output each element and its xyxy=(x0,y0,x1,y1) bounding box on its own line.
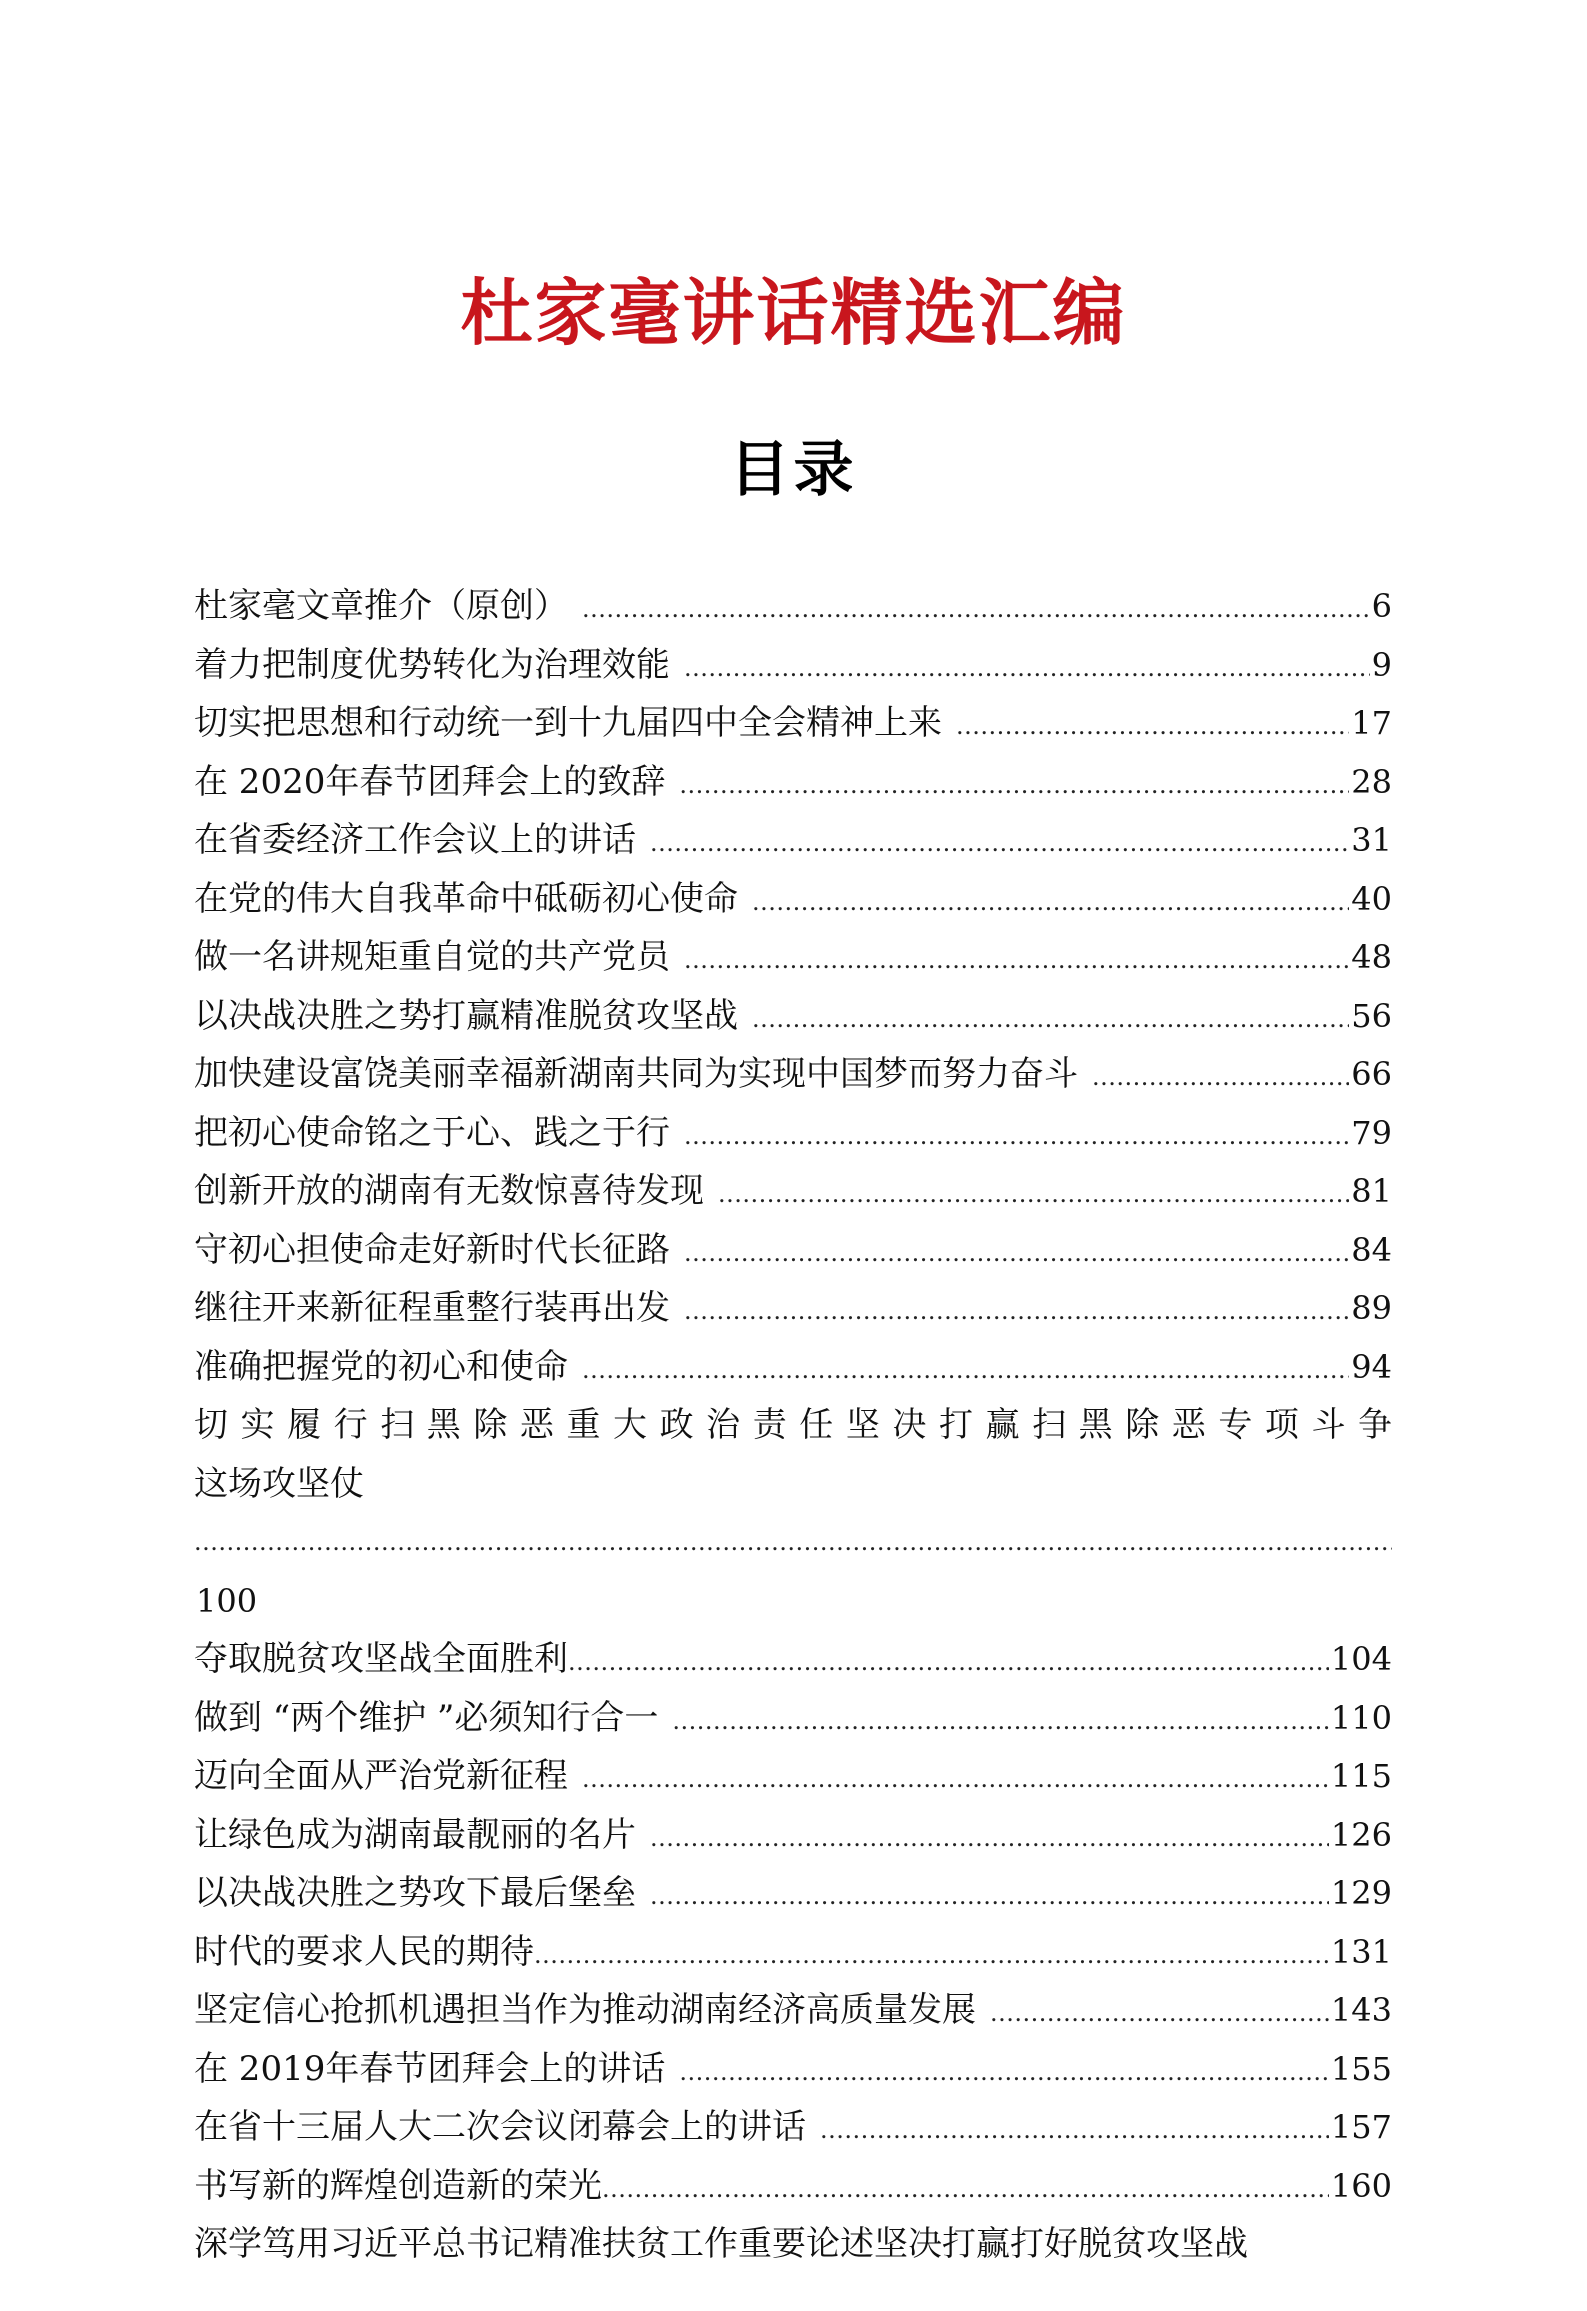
toc-entry-page: 40 xyxy=(1351,879,1392,918)
toc-entry-page: 100 xyxy=(196,1581,258,1620)
toc-entry-title: 在 2019年春节团拜会上的讲话 xyxy=(194,2048,666,2089)
toc-entry-title: 在省十三届人大二次会议闭幕会上的讲话 xyxy=(194,2107,806,2147)
toc-entry-title: 在党的伟大自我革命中砥砺初心使命 xyxy=(194,878,738,919)
toc-dot-leader xyxy=(956,697,1349,756)
toc-entry-title: 夺取脱贫攻坚战全面胜利 xyxy=(194,1639,568,1679)
toc-entry-page: 84 xyxy=(1351,1230,1392,1269)
toc-entry[interactable] xyxy=(194,2215,1392,2274)
toc-entry[interactable] xyxy=(194,811,1392,870)
toc-entry[interactable] xyxy=(194,636,1392,695)
toc-dot-leader xyxy=(752,990,1349,1049)
toc-dot-leader xyxy=(568,1633,1329,1692)
toc-entry-title: 准确把握党的初心和使命 xyxy=(194,1346,568,1387)
toc-dot-leader xyxy=(684,931,1349,990)
toc-entry-page: 6 xyxy=(1371,587,1392,625)
toc-entry-page: 131 xyxy=(1330,1932,1392,1971)
toc-dot-leader xyxy=(679,756,1349,815)
toc-entry-page: 126 xyxy=(1330,1815,1392,1854)
toc-entry[interactable] xyxy=(194,1689,1392,1748)
toc-dot-leader xyxy=(679,2043,1329,2102)
toc-entry-title: 迈向全面从严治党新征程 xyxy=(194,1756,568,1796)
toc-entry-page: 129 xyxy=(1330,1874,1392,1912)
toc-entry[interactable] xyxy=(194,1279,1392,1338)
toc-entry[interactable] xyxy=(194,1162,1392,1221)
toc-entry-title: 着力把制度优势转化为治理效能 xyxy=(194,644,670,685)
toc-entry-title: 让绿色成为湖南最靓丽的名片 xyxy=(194,1814,636,1855)
toc-dot-leader xyxy=(650,1867,1329,1926)
toc-entry[interactable] xyxy=(194,2157,1392,2216)
toc-entry-page: 110 xyxy=(1330,1698,1392,1737)
toc-entry[interactable] xyxy=(194,987,1392,1046)
toc-entry-page: 143 xyxy=(1330,1991,1392,2029)
toc-dot-leader xyxy=(602,2160,1329,2219)
toc-dot-leader xyxy=(582,580,1370,639)
toc-entry[interactable] xyxy=(194,577,1392,636)
toc-entry-title-continued: 这场攻坚仗 xyxy=(194,1463,364,1504)
toc-entry-title: 深学笃用习近平总书记精准扶贫工作重要论述坚决打赢打好脱贫攻坚战 xyxy=(194,2224,1248,2264)
toc-entry[interactable] xyxy=(194,1045,1392,1104)
toc-dot-leader xyxy=(990,1984,1329,2043)
toc-entry[interactable] xyxy=(194,1221,1392,1280)
table-of-contents xyxy=(194,577,1392,2274)
toc-entry-page: 79 xyxy=(1351,1113,1392,1152)
toc-entry[interactable] xyxy=(194,753,1392,812)
toc-dot-leader xyxy=(684,1224,1349,1283)
toc-entry-page: 66 xyxy=(1351,1055,1392,1093)
toc-dot-leader xyxy=(650,1809,1329,1868)
toc-entry-page: 115 xyxy=(1330,1757,1392,1795)
toc-entry-page: 160 xyxy=(1330,2166,1392,2205)
toc-entry-title: 做到 “两个维护 ”必须知行合一 xyxy=(194,1697,659,1738)
toc-entry-title: 切实把思想和行动统一到十九届四中全会精神上来 xyxy=(194,703,942,743)
toc-entry-title: 做一名讲规矩重自觉的共产党员 xyxy=(194,937,670,977)
toc-entry[interactable] xyxy=(194,1338,1392,1397)
toc-entry[interactable] xyxy=(194,694,1392,753)
toc-entry-title: 坚定信心抢抓机遇担当作为推动湖南经济高质量发展 xyxy=(194,1990,976,2030)
toc-entry-page: 157 xyxy=(1330,2108,1392,2146)
toc-dot-leader xyxy=(194,1513,1392,1572)
toc-entry-title: 加快建设富饶美丽幸福新湖南共同为实现中国梦而努力奋斗 xyxy=(194,1054,1078,1094)
toc-entry-page: 155 xyxy=(1330,2049,1392,2088)
toc-entry[interactable] xyxy=(194,2040,1392,2099)
toc-entry-title: 在省委经济工作会议上的讲话 xyxy=(194,820,636,860)
toc-entry-title: 在 2020年春节团拜会上的致辞 xyxy=(194,761,666,802)
toc-entry-title: 创新开放的湖南有无数惊喜待发现 xyxy=(194,1171,704,1211)
toc-entry-title: 以决战决胜之势打赢精准脱贫攻坚战 xyxy=(194,995,738,1036)
toc-entry-title: 切实履行扫黑除恶重大政治责任坚决打赢扫黑除恶专项斗争 xyxy=(194,1405,1392,1445)
toc-dot-leader xyxy=(582,1341,1349,1400)
toc-entry-page: 28 xyxy=(1351,762,1392,801)
toc-entry-page: 81 xyxy=(1351,1172,1392,1210)
toc-entry[interactable] xyxy=(194,1981,1392,2040)
toc-dot-leader xyxy=(820,2101,1329,2160)
toc-heading: 目录 xyxy=(729,435,858,505)
toc-dot-leader xyxy=(1092,1048,1349,1107)
toc-entry-page: 31 xyxy=(1351,821,1392,859)
toc-entry-multiline[interactable] xyxy=(194,1396,1392,1630)
toc-entry-page: 17 xyxy=(1351,704,1392,742)
toc-dot-leader xyxy=(684,639,1370,698)
toc-entry[interactable] xyxy=(194,1747,1392,1806)
toc-dot-leader xyxy=(672,1692,1329,1751)
toc-dot-leader xyxy=(752,873,1349,932)
toc-entry[interactable] xyxy=(194,2098,1392,2157)
toc-entry[interactable] xyxy=(194,1806,1392,1865)
toc-entry-title: 书写新的辉煌创造新的荣光 xyxy=(194,2165,602,2206)
toc-entry-title: 以决战决胜之势攻下最后堡垒 xyxy=(194,1873,636,1913)
toc-entry-title: 时代的要求人民的期待 xyxy=(194,1931,534,1972)
toc-entry[interactable] xyxy=(194,1923,1392,1982)
toc-entry-title: 继往开来新征程重整行装再出发 xyxy=(194,1288,670,1328)
toc-entry-page: 94 xyxy=(1351,1347,1392,1386)
toc-entry-title: 杜家毫文章推介（原创） xyxy=(194,586,568,626)
toc-dot-leader xyxy=(650,814,1349,873)
toc-entry[interactable] xyxy=(194,928,1392,987)
toc-dot-leader xyxy=(684,1282,1349,1341)
toc-dot-leader xyxy=(582,1750,1329,1809)
toc-entry-title: 守初心担使命走好新时代长征路 xyxy=(194,1229,670,1270)
toc-entry[interactable] xyxy=(194,1864,1392,1923)
toc-dot-leader xyxy=(718,1165,1349,1224)
toc-entry[interactable] xyxy=(194,870,1392,929)
toc-entry-page: 48 xyxy=(1351,938,1392,976)
document-title: 杜家毫讲话精选汇编 xyxy=(460,270,1127,355)
toc-entry-page: 56 xyxy=(1351,996,1392,1035)
toc-entry-page: 9 xyxy=(1371,645,1392,684)
toc-entry[interactable] xyxy=(194,1630,1392,1689)
toc-entry-title: 把初心使命铭之于心、践之于行 xyxy=(194,1112,670,1153)
toc-dot-leader xyxy=(534,1926,1329,1985)
toc-entry-page: 104 xyxy=(1330,1640,1392,1678)
toc-entry[interactable] xyxy=(194,1104,1392,1163)
toc-entry-page: 89 xyxy=(1351,1289,1392,1327)
toc-dot-leader xyxy=(684,1107,1349,1166)
